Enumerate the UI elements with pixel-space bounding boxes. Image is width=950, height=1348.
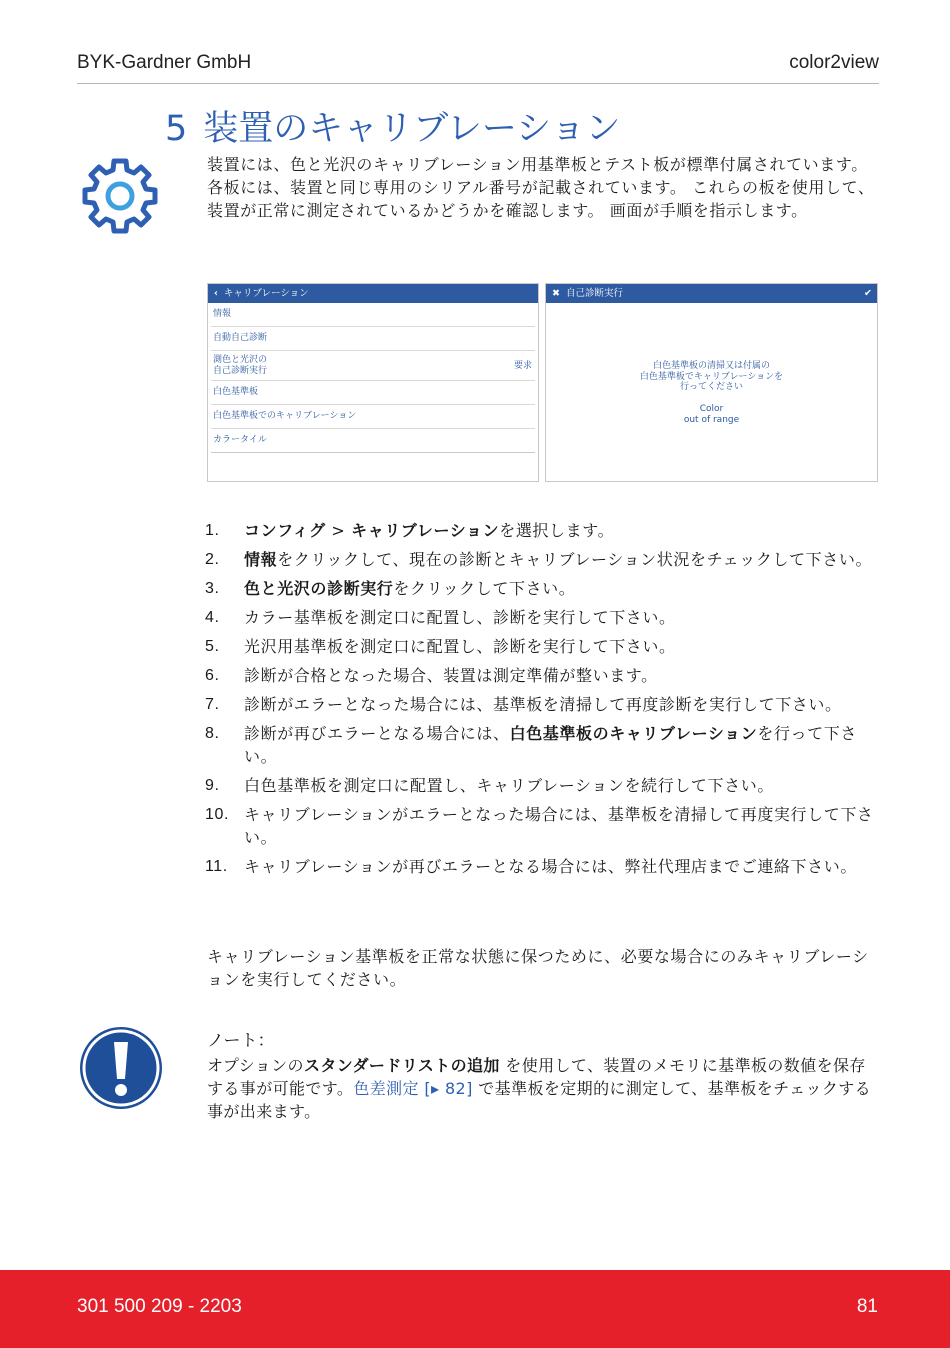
status-line: out of range <box>683 415 740 425</box>
step-number: 7. <box>205 696 220 713</box>
calibration-menu-screenshot <box>207 283 539 482</box>
step-text: カラー基準板を測定口に配置し、診断を実行して下さい。 <box>244 608 676 627</box>
list-item <box>205 774 880 797</box>
list-item <box>205 664 880 687</box>
step-number: 2. <box>205 551 220 568</box>
screen-title-bar <box>208 284 538 303</box>
step-number: 9. <box>205 777 220 794</box>
step-number: 11. <box>205 858 228 875</box>
step-bold: 白色基準板のキャリブレーション <box>509 724 758 743</box>
step-text: キャリブレーションが再びエラーとなる場合には、弊社代理店までご連絡下さい。 <box>244 857 857 876</box>
menu-item-color-tile[interactable] <box>211 429 535 453</box>
step-text: > <box>325 521 352 540</box>
step-number: 6. <box>205 667 220 684</box>
color-difference-link[interactable]: 色差測定 [▸ 82] <box>353 1079 473 1098</box>
header-product: color2view <box>789 52 879 73</box>
step-text: キャリブレーションがエラーとなった場合には、基準板を清掃して再度実行して下さい。 <box>244 805 874 847</box>
note-bold: スタンダードリストの追加 <box>303 1056 500 1075</box>
step-bold: キャリブレーション <box>351 521 500 540</box>
step-text: 光沢用基準板を測定口に配置し、診断を実行して下さい。 <box>244 637 676 656</box>
check-icon[interactable]: ✔ <box>864 288 872 299</box>
list-item <box>205 519 880 542</box>
note-text: を使用して、装置のメモリに基準板の数値を保存する事が可能です。 <box>207 1056 866 1098</box>
step-number: 8. <box>205 725 220 742</box>
step-text: 診断が再びエラーとなる場合には、 <box>244 724 510 743</box>
step-bold: 情報 <box>244 550 278 569</box>
list-item <box>205 577 880 600</box>
message-line: 行ってください <box>679 382 743 392</box>
menu-item-info[interactable] <box>211 303 535 327</box>
back-icon[interactable]: ‹ <box>214 288 218 299</box>
menu-item-label: 白色基準板でのキャリブレーション <box>213 411 357 421</box>
screen-title: キャリブレーション <box>223 288 309 299</box>
exclamation-icon <box>78 1025 164 1111</box>
note-text: で基準板を定期的に測定して、基準板をチェックする事が出来ます。 <box>207 1079 872 1121</box>
doc-number: 301 500 209 - 2203 <box>77 1296 242 1317</box>
menu-item-label: カラータイル <box>213 435 267 445</box>
status-line: Color <box>699 404 724 414</box>
diagnosis-status <box>546 404 877 426</box>
note-text: オプションの <box>207 1056 304 1075</box>
list-item <box>205 855 880 878</box>
step-text: をクリックして下さい。 <box>393 579 576 598</box>
menu-item-label: 白色基準板 <box>213 387 259 397</box>
screen-title: 自己診断実行 <box>565 288 623 299</box>
list-item <box>205 635 880 658</box>
intro-paragraph: 装置には、色と光沢のキャリブレーション用基準板とテスト板が標準付属されています。 各板には、装置と同じ専用のシリアル番号が記載されています。 これらの板を使用して、装置が正常に測定されているかどうかを確認します。 画面が手順を指示します。 <box>207 155 875 220</box>
step-bold: コンフィグ <box>244 521 326 540</box>
step-bold: 色と光沢の診断実行 <box>244 579 394 598</box>
page-number: 81 <box>856 1296 878 1317</box>
menu-item-label-line2: 自己診断実行 <box>213 366 268 376</box>
menu-item-label-line1: 測色と光沢の <box>213 355 268 365</box>
step-number: 3. <box>205 580 220 597</box>
step-number: 1. <box>205 522 220 539</box>
gear-icon <box>79 155 161 237</box>
step-text: 診断がエラーとなった場合には、基準板を清掃して再度診断を実行して下さい。 <box>244 695 842 714</box>
menu-item-label: 自動自己診断 <box>213 333 268 343</box>
step-number: 4. <box>205 609 220 626</box>
list-item <box>205 722 880 768</box>
step-text: をクリックして、現在の診断とキャリブレーション状況をチェックして下さい。 <box>277 550 873 569</box>
chapter-number: 5 <box>165 109 188 149</box>
step-text: 診断が合格となった場合、装置は測定準備が整います。 <box>244 666 658 685</box>
menu-item-run-diagnosis[interactable] <box>211 351 535 381</box>
chapter-title <box>165 101 620 151</box>
self-diagnosis-screenshot <box>545 283 878 482</box>
menu-item-status: 要求 <box>513 361 532 371</box>
closing-paragraph: キャリブレーション基準板を正常な状態に保つために、必要な場合にのみキャリブレーションを実行してください。 <box>207 947 869 989</box>
note-title: ノート： <box>207 1031 275 1051</box>
list-item <box>205 606 880 629</box>
screen-title-bar <box>546 284 877 303</box>
menu-item-white-standard[interactable] <box>211 381 535 405</box>
list-item <box>205 693 880 716</box>
list-item <box>205 548 880 571</box>
diagnosis-message <box>546 361 877 393</box>
step-text: 白色基準板を測定口に配置し、キャリブレーションを続行して下さい。 <box>244 776 774 795</box>
list-item <box>205 803 880 849</box>
message-line: 白色基準板の清掃又は付属の <box>652 361 770 371</box>
message-line: 白色基準板でキャリブレーションを <box>639 371 784 382</box>
menu-item-label: 情報 <box>213 309 232 319</box>
menu-item-white-calibration[interactable] <box>211 405 535 429</box>
close-icon[interactable]: ✖ <box>552 288 560 299</box>
header-company: BYK-Gardner GmbH <box>77 52 252 73</box>
step-number: 10. <box>205 806 230 823</box>
step-number: 5. <box>205 638 220 655</box>
header-divider <box>77 83 879 84</box>
step-text: を行って下さい。 <box>244 724 857 766</box>
chapter-title-text: 装置のキャリブレーション <box>203 109 621 149</box>
steps-list <box>205 519 880 884</box>
menu-item-auto-diagnosis[interactable] <box>211 327 535 351</box>
note-body <box>207 1054 879 1123</box>
step-text: を選択します。 <box>499 521 615 540</box>
